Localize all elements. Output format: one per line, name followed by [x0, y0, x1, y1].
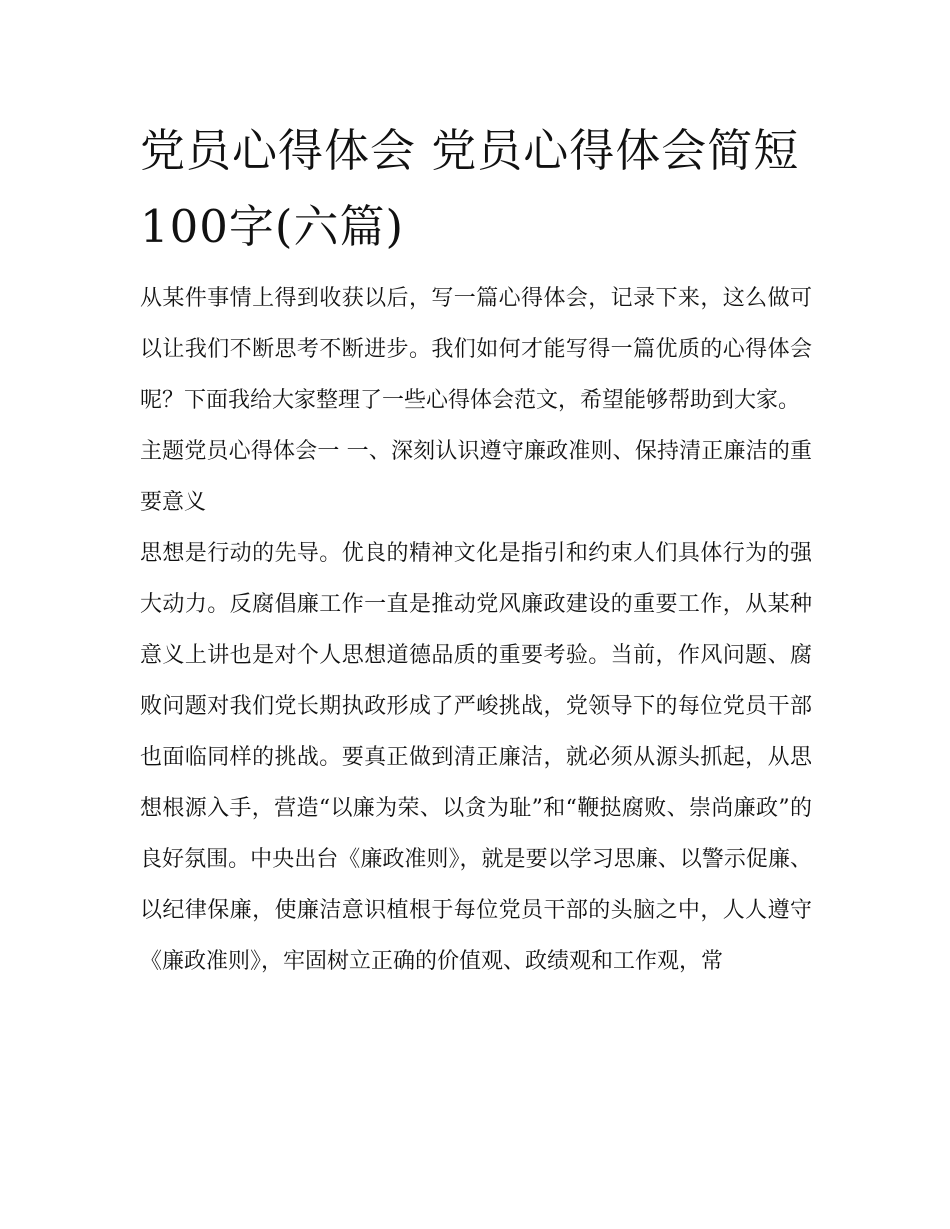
document-title: 党员心得体会 党员心得体会简短100字(六篇) [140, 124, 800, 253]
intro-paragraph: 从某件事情上得到收获以后，写一篇心得体会，记录下来，这么做可以让我们不断思考不断进步。我们如何才能写得一篇优质的心得体会呢？下面我给大家整理了一些心得体会范文，希望能够帮助到大家。 [140, 286, 812, 413]
body-paragraph: 思想是行动的先导。优良的精神文化是指引和约束人们具体行为的强大动力。反腐倡廉工作一直是推动党风廉政建设的重要工作，从某种意义上讲也是对个人思想道德品质的重要考验。当前，作风问题、腐败问题对我们党长期执政形成了严峻挑战，党领导下的每位党员干部也面临同样的挑战。要真正做到清正廉洁，就必须从源头抓起，从思想根源入手，营造“以廉为荣、以贪为耻”和“鞭挞腐败、崇尚廉政”的良好氛围。中央出台《廉政准则》，就是要以学习思廉、以警示促廉、以纪律保廉，使廉洁意识植根于每位党员干部的头脑之中，人人遵守《廉政准则》，牢固树立正确的价值观、政绩观和工作观，常 [140, 541, 812, 974]
document-body [140, 113, 812, 987]
section-heading-paragraph: 主题党员心得体会一 一、深刻认识遵守廉政准则、保持清正廉洁的重要意义 [140, 439, 812, 515]
